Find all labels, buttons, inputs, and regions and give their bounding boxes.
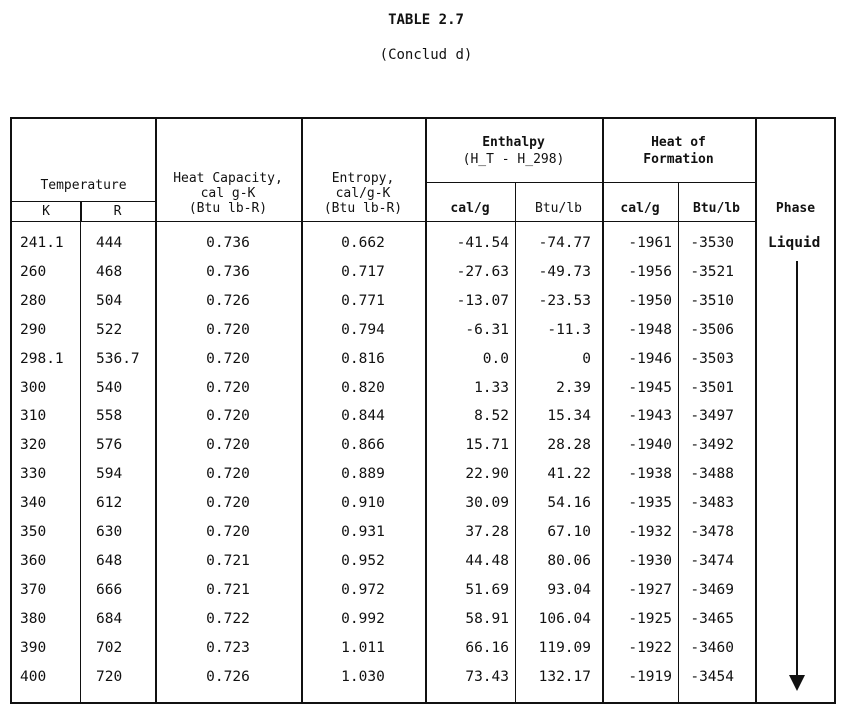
cell-heat-capacity: 0.726 xyxy=(206,292,250,309)
cell-heat-capacity: 0.736 xyxy=(206,235,250,251)
cell-entropy: 0.866 xyxy=(341,437,385,454)
cell-temp-k: 380 xyxy=(20,610,47,627)
cell-temp-k: 400 xyxy=(20,668,47,685)
cell-enthalpy-cal: 58.91 xyxy=(465,610,509,627)
cell-enthalpy-cal: 15.71 xyxy=(465,437,509,454)
table-title: TABLE 2.7 xyxy=(388,12,464,28)
cell-formation-btu: -3521 xyxy=(690,263,734,280)
cell-formation-cal: -1938 xyxy=(628,466,672,483)
cell-enthalpy-btu: 41.22 xyxy=(547,466,591,483)
cell-enthalpy-btu: 132.17 xyxy=(538,668,591,685)
header-enthalpy: Enthalpy xyxy=(482,135,545,150)
cell-formation-btu: -3474 xyxy=(690,552,734,569)
header-formation-cal: cal/g xyxy=(620,201,660,216)
cell-enthalpy-btu: -74.77 xyxy=(538,235,591,251)
cell-entropy: 0.992 xyxy=(341,610,385,627)
data-table xyxy=(10,117,836,704)
header-entropy-1: Entropy, xyxy=(331,171,395,186)
cell-enthalpy-btu: 28.28 xyxy=(547,437,591,454)
cell-enthalpy-cal: 22.90 xyxy=(465,466,509,483)
cell-temp-k: 320 xyxy=(20,437,47,454)
cell-formation-cal: -1927 xyxy=(628,581,672,598)
cell-temp-r: 702 xyxy=(96,639,123,656)
cell-formation-btu: -3530 xyxy=(690,235,734,251)
cell-entropy: 0.972 xyxy=(341,581,385,598)
arrow-down-icon xyxy=(789,675,805,691)
cell-heat-capacity: 0.720 xyxy=(206,437,250,454)
cell-formation-cal: -1932 xyxy=(628,524,672,540)
cell-heat-capacity: 0.720 xyxy=(206,350,250,367)
cell-formation-btu: -3483 xyxy=(690,495,734,512)
cell-temp-r: 612 xyxy=(96,495,123,512)
cell-enthalpy-btu: 106.04 xyxy=(538,610,591,627)
header-enthalpy-formula: (H_T - H_298) xyxy=(462,152,565,167)
cell-formation-btu: -3497 xyxy=(690,408,734,425)
cell-temp-k: 390 xyxy=(20,639,47,656)
cell-temp-k: 260 xyxy=(20,263,47,280)
cell-temp-k: 370 xyxy=(20,581,47,598)
cell-temp-r: 576 xyxy=(96,437,123,454)
cell-entropy: 0.662 xyxy=(341,235,385,251)
header-entropy-3: (Btu lb-R) xyxy=(323,201,403,216)
cell-entropy: 0.771 xyxy=(341,292,385,309)
cell-temp-r: 536.7 xyxy=(96,350,140,367)
cell-heat-capacity: 0.720 xyxy=(206,321,250,338)
cell-enthalpy-btu: 93.04 xyxy=(547,581,591,598)
cell-formation-btu: -3506 xyxy=(690,321,734,338)
cell-enthalpy-cal: 73.43 xyxy=(465,668,509,685)
cell-formation-cal: -1961 xyxy=(628,235,672,251)
cell-enthalpy-cal: 1.33 xyxy=(474,379,509,396)
cell-temp-r: 444 xyxy=(96,235,123,251)
cell-heat-capacity: 0.722 xyxy=(206,610,250,627)
cell-enthalpy-btu: -23.53 xyxy=(538,292,591,309)
cell-temp-k: 290 xyxy=(20,321,47,338)
phase-arrow-icon xyxy=(796,261,798,681)
cell-enthalpy-cal: 66.16 xyxy=(465,639,509,656)
header-heat-capacity-2: cal g-K xyxy=(200,186,256,201)
cell-formation-cal: -1919 xyxy=(628,668,672,685)
cell-entropy: 0.717 xyxy=(341,263,385,280)
cell-temp-r: 594 xyxy=(96,466,123,483)
cell-enthalpy-cal: 51.69 xyxy=(465,581,509,598)
cell-formation-btu: -3469 xyxy=(690,581,734,598)
cell-temp-k: 310 xyxy=(20,408,47,425)
cell-entropy: 0.844 xyxy=(341,408,385,425)
cell-temp-k: 360 xyxy=(20,552,47,569)
cell-enthalpy-cal: 0.0 xyxy=(482,350,509,367)
cell-temp-r: 648 xyxy=(96,552,123,569)
cell-temp-r: 468 xyxy=(96,263,123,280)
cell-enthalpy-btu: 15.34 xyxy=(547,408,591,425)
cell-temp-r: 630 xyxy=(96,524,123,540)
cell-enthalpy-btu: 2.39 xyxy=(556,379,591,396)
cell-formation-cal: -1935 xyxy=(628,495,672,512)
phase-value: Liquid xyxy=(768,235,821,251)
cell-formation-btu: -3465 xyxy=(690,610,734,627)
cell-entropy: 1.030 xyxy=(341,668,385,685)
cell-formation-btu: -3454 xyxy=(690,668,734,685)
cell-formation-cal: -1922 xyxy=(628,639,672,656)
header-heat-capacity-3: (Btu lb-R) xyxy=(188,201,268,216)
header-formation-1: Heat of xyxy=(651,135,706,150)
cell-temp-r: 666 xyxy=(96,581,123,598)
cell-enthalpy-cal: 44.48 xyxy=(465,552,509,569)
cell-formation-btu: -3478 xyxy=(690,524,734,540)
cell-temp-r: 504 xyxy=(96,292,123,309)
cell-entropy: 1.011 xyxy=(341,639,385,656)
cell-heat-capacity: 0.736 xyxy=(206,263,250,280)
cell-temp-r: 720 xyxy=(96,668,123,685)
cell-enthalpy-cal: -6.31 xyxy=(465,321,509,338)
header-formation-btu: Btu/lb xyxy=(693,201,740,216)
cell-entropy: 0.794 xyxy=(341,321,385,338)
cell-temp-r: 684 xyxy=(96,610,123,627)
cell-temp-r: 522 xyxy=(96,321,123,338)
header-phase: Phase xyxy=(775,201,816,216)
cell-formation-cal: -1946 xyxy=(628,350,672,367)
cell-temp-r: 558 xyxy=(96,408,123,425)
cell-entropy: 0.952 xyxy=(341,552,385,569)
cell-enthalpy-cal: -41.54 xyxy=(456,235,509,251)
cell-temp-k: 280 xyxy=(20,292,47,309)
cell-heat-capacity: 0.720 xyxy=(206,408,250,425)
cell-enthalpy-btu: 67.10 xyxy=(547,524,591,540)
cell-enthalpy-btu: 119.09 xyxy=(538,639,591,656)
cell-temp-k: 298.1 xyxy=(20,350,64,367)
cell-temp-k: 350 xyxy=(20,524,47,540)
cell-entropy: 0.889 xyxy=(341,466,385,483)
cell-entropy: 0.910 xyxy=(341,495,385,512)
cell-enthalpy-btu: 80.06 xyxy=(547,552,591,569)
cell-enthalpy-cal: 37.28 xyxy=(465,524,509,540)
cell-formation-cal: -1943 xyxy=(628,408,672,425)
header-entropy-2: cal/g-K xyxy=(335,186,391,201)
cell-formation-cal: -1945 xyxy=(628,379,672,396)
cell-formation-cal: -1930 xyxy=(628,552,672,569)
cell-heat-capacity: 0.721 xyxy=(206,581,250,598)
cell-formation-cal: -1956 xyxy=(628,263,672,280)
cell-formation-cal: -1948 xyxy=(628,321,672,338)
cell-enthalpy-btu: -11.3 xyxy=(547,321,591,338)
header-temperature: Temperature xyxy=(40,178,127,193)
cell-temp-k: 330 xyxy=(20,466,47,483)
header-enthalpy-btu: Btu/lb xyxy=(535,201,582,216)
cell-heat-capacity: 0.720 xyxy=(206,524,250,540)
cell-enthalpy-cal: 8.52 xyxy=(474,408,509,425)
cell-heat-capacity: 0.726 xyxy=(206,668,250,685)
cell-formation-btu: -3460 xyxy=(690,639,734,656)
cell-formation-cal: -1940 xyxy=(628,437,672,454)
cell-heat-capacity: 0.720 xyxy=(206,379,250,396)
cell-formation-btu: -3510 xyxy=(690,292,734,309)
cell-formation-btu: -3501 xyxy=(690,379,734,396)
cell-temp-k: 300 xyxy=(20,379,47,396)
cell-formation-btu: -3503 xyxy=(690,350,734,367)
cell-formation-btu: -3488 xyxy=(690,466,734,483)
cell-formation-cal: -1925 xyxy=(628,610,672,627)
header-enthalpy-cal: cal/g xyxy=(450,201,490,216)
cell-entropy: 0.931 xyxy=(341,524,385,540)
cell-heat-capacity: 0.720 xyxy=(206,466,250,483)
cell-enthalpy-cal: 30.09 xyxy=(465,495,509,512)
cell-enthalpy-btu: 0 xyxy=(582,350,591,367)
header-heat-capacity-1: Heat Capacity, xyxy=(173,171,283,186)
cell-formation-cal: -1950 xyxy=(628,292,672,309)
cell-temp-r: 540 xyxy=(96,379,123,396)
cell-temp-k: 241.1 xyxy=(20,235,64,251)
cell-entropy: 0.816 xyxy=(341,350,385,367)
cell-entropy: 0.820 xyxy=(341,379,385,396)
cell-enthalpy-cal: -13.07 xyxy=(456,292,509,309)
cell-enthalpy-cal: -27.63 xyxy=(456,263,509,280)
cell-enthalpy-btu: -49.73 xyxy=(538,263,591,280)
table-subtitle: (Conclud d) xyxy=(379,47,473,63)
cell-temp-k: 340 xyxy=(20,495,47,512)
header-k: K xyxy=(42,204,50,219)
cell-enthalpy-btu: 54.16 xyxy=(547,495,591,512)
header-r: R xyxy=(113,204,122,219)
cell-heat-capacity: 0.723 xyxy=(206,639,250,656)
cell-heat-capacity: 0.721 xyxy=(206,552,250,569)
cell-formation-btu: -3492 xyxy=(690,437,734,454)
cell-heat-capacity: 0.720 xyxy=(206,495,250,512)
header-formation-2: Formation xyxy=(643,152,714,167)
